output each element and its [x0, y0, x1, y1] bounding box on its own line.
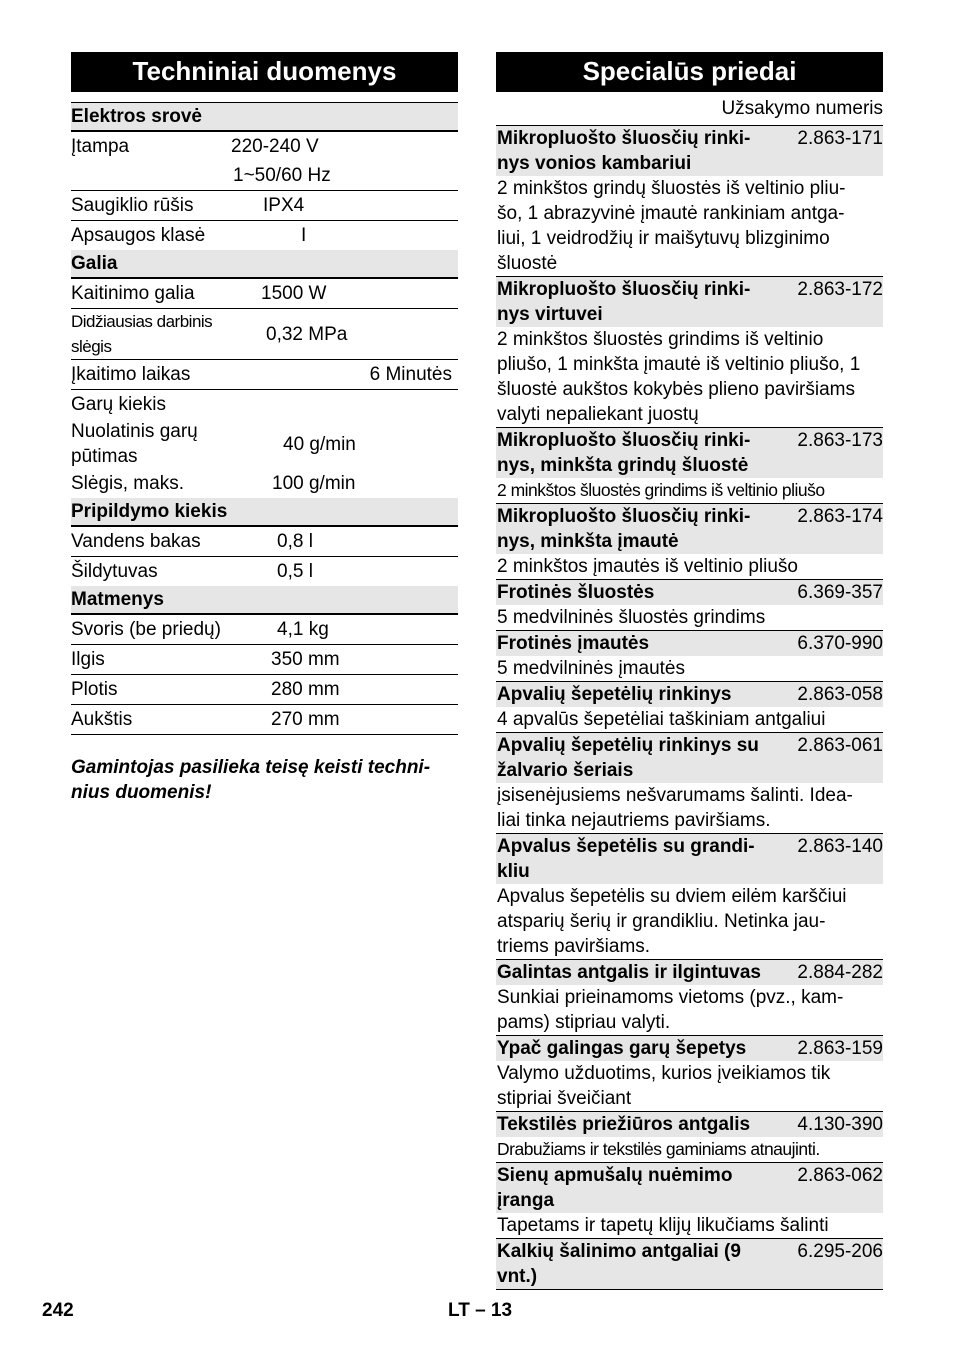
accessory-description: 5 medvilninės šluostės grindims	[497, 607, 766, 628]
accessories-table	[496, 125, 883, 1290]
spec-value: 0,5 l	[231, 557, 458, 587]
accessory-header-row	[496, 504, 883, 555]
accessory-description: Sunkiai prieinamoms vietoms (pvz., kam- pams) stipriau valyti.	[497, 987, 844, 1033]
accessory-description-row	[496, 985, 883, 1036]
spec-label: Nuolatinis garų pūtimas	[71, 421, 198, 467]
accessories-column	[496, 52, 883, 1290]
spec-label: Saugiklio rūšis	[71, 191, 231, 221]
spec-value: I	[231, 221, 458, 251]
manufacturer-notice: Gamintojas pasilieka teisę keisti techni- nius duomenis!	[71, 757, 431, 803]
accessory-description-row	[496, 554, 883, 580]
accessory-header-row	[496, 428, 883, 479]
spec-row	[71, 390, 458, 420]
accessory-description-row	[496, 1137, 883, 1163]
accessory-name: Mikropluošto šluosčių rinki- nys virtuvei	[496, 277, 787, 328]
spec-value: 270 mm	[231, 705, 458, 735]
spec-label: Apsaugos klasė	[71, 221, 231, 251]
language-page-label: LT – 13	[448, 1300, 513, 1321]
accessory-header-row	[496, 1112, 883, 1138]
accessory-header-row	[496, 960, 883, 986]
spec-value: 280 mm	[231, 675, 458, 705]
accessory-description-row	[496, 1061, 883, 1112]
spec-row	[71, 161, 458, 191]
spec-row	[71, 221, 458, 251]
accessory-order-number: 2.863-173	[787, 428, 883, 479]
accessory-order-number: 2.863-058	[787, 682, 883, 708]
accessory-order-number: 2.863-171	[787, 126, 883, 177]
accessory-name: Frotinės įmautės	[496, 631, 787, 657]
spec-section-row	[71, 250, 458, 278]
technical-data-column	[71, 52, 458, 805]
spec-row	[71, 557, 458, 587]
accessory-description: Drabužiams ir tekstilės gaminiams atnaujinti.	[497, 1139, 820, 1159]
accessory-order-number: 4.130-390	[787, 1112, 883, 1138]
spec-label: Svoris (be priedų)	[71, 619, 221, 640]
spec-value: 100 g/min	[272, 473, 356, 494]
accessory-name: Apvalus šepetėlis su grandi- kliu	[496, 834, 787, 885]
accessory-header-row	[496, 631, 883, 657]
spec-row	[71, 191, 458, 221]
spec-row	[71, 278, 458, 309]
accessory-header-row	[496, 834, 883, 885]
accessory-description: 2 minkštos šluostės grindims iš veltinio pliušo, 1 minkšta įmautė iš veltinio pliušo, 1 šluostė aukštos kokybės plieno paviršiams valyti nepaliekant juostų	[497, 329, 861, 425]
accessory-order-number: 6.295-206	[787, 1239, 883, 1290]
accessory-order-number: 6.370-990	[787, 631, 883, 657]
accessory-order-number: 2.863-062	[787, 1163, 883, 1214]
page-number: 242	[42, 1300, 74, 1321]
accessory-header-row	[496, 580, 883, 606]
spec-value: 220-240 V	[231, 136, 319, 157]
spec-section-label: Matmenys	[71, 586, 458, 614]
accessory-header-row	[496, 277, 883, 328]
accessory-description: 4 apvalūs šepetėliai taškiniam antgaliui	[497, 709, 826, 730]
accessory-order-number: 2.863-140	[787, 834, 883, 885]
accessory-header-row	[496, 1163, 883, 1214]
spec-row	[71, 705, 458, 735]
accessory-header-row	[496, 126, 883, 177]
spec-row	[71, 419, 458, 469]
spec-value: 1500 W	[261, 283, 327, 304]
accessory-name: Galintas antgalis ir ilgintuvas	[496, 960, 787, 986]
accessory-description-row	[496, 176, 883, 277]
spec-section-label: Galia	[71, 250, 458, 278]
spec-value: 0,32 MPa	[231, 309, 458, 360]
accessory-order-number: 2.863-174	[787, 504, 883, 555]
spec-value: IPX4	[231, 191, 458, 221]
spec-row	[71, 309, 458, 360]
accessory-header-row	[496, 733, 883, 784]
accessory-description: Apvalus šepetėlis su dviem eilėm karščiui atsparių šerių ir grandikliu. Netinka jau- triems paviršiams.	[497, 886, 847, 957]
accessory-order-number: 2.863-172	[787, 277, 883, 328]
accessory-name: Ypač galingas garų šepetys	[496, 1036, 787, 1062]
spec-label: Vandens bakas	[71, 531, 201, 552]
spec-label: Įtampa	[71, 136, 130, 157]
spec-label: Garų kiekis	[71, 390, 231, 420]
spec-label: Plotis	[71, 675, 231, 705]
accessory-description-row	[496, 327, 883, 428]
accessory-description-row	[496, 656, 883, 682]
technical-data-title: Techniniai duomenys	[71, 52, 458, 92]
spec-label: Slėgis, maks.	[71, 473, 184, 494]
accessory-description-row	[496, 605, 883, 631]
spec-value: 350 mm	[231, 645, 458, 675]
accessory-description-row	[496, 884, 883, 960]
accessory-description-row	[496, 707, 883, 733]
spec-value: 4,1 kg	[277, 619, 329, 640]
spec-label: Kaitinimo galia	[71, 283, 195, 304]
spec-row	[71, 675, 458, 705]
accessory-header-row	[496, 1239, 883, 1290]
accessory-description: 5 medvilninės įmautės	[497, 658, 685, 679]
accessory-description: 2 minkštos įmautės iš veltinio pliušo	[497, 556, 798, 577]
spec-section-row	[71, 103, 458, 132]
spec-value: 0,8 l	[277, 531, 313, 552]
spec-value: 1~50/60 Hz	[233, 165, 331, 186]
spec-label: Aukštis	[71, 705, 231, 735]
accessory-description: 2 minkštos šluostės grindims iš veltinio pliušo	[497, 480, 825, 500]
spec-label: Šildytuvas	[71, 557, 231, 587]
accessory-name: Apvalių šepetėlių rinkinys	[496, 682, 787, 708]
accessory-description: įsisenėjusiems nešvarumams šalinti. Idea- liai tinka nejautriems paviršiams.	[497, 785, 853, 831]
accessory-header-row	[496, 1036, 883, 1062]
accessory-description-row	[496, 1213, 883, 1239]
accessories-title: Specialūs priedai	[496, 52, 883, 92]
spec-row	[71, 131, 458, 161]
spec-row	[71, 526, 458, 557]
spec-row	[71, 645, 458, 675]
spec-value: 6 Minutės	[231, 360, 458, 390]
spec-row	[71, 360, 458, 390]
spec-section-row	[71, 498, 458, 526]
accessory-description: 2 minkštos grindų šluostės iš veltinio pliu- šo, 1 abrazyvinė įmautė rankiniam antga- liui, 1 veidrodžių ir maišytuvų blizginimo šluostė	[497, 178, 846, 274]
accessory-name: Mikropluošto šluosčių rinki- nys vonios kambariui	[496, 126, 787, 177]
accessory-name: Mikropluošto šluosčių rinki- nys, minkšta grindų šluostė	[496, 428, 787, 479]
accessory-name: Frotinės šluostės	[496, 580, 787, 606]
spec-value	[231, 390, 458, 420]
accessory-name: Sienų apmušalų nuėmimo įranga	[496, 1163, 787, 1214]
spec-value: 40 g/min	[283, 433, 356, 455]
spec-section-label: Elektros srovė	[71, 103, 458, 132]
accessory-header-row	[496, 682, 883, 708]
spec-label: Didžiausias darbinis slėgis	[71, 309, 231, 360]
accessory-description-row	[496, 478, 883, 504]
accessory-name: Apvalių šepetėlių rinkinys su žalvario šeriais	[496, 733, 787, 784]
spec-row	[71, 614, 458, 645]
accessory-order-number: 2.884-282	[787, 960, 883, 986]
accessory-order-number: 2.863-159	[787, 1036, 883, 1062]
accessory-name: Mikropluošto šluosčių rinki- nys, minkšta įmautė	[496, 504, 787, 555]
spec-section-label: Pripildymo kiekis	[71, 498, 458, 526]
accessory-description: Tapetams ir tapetų klijų likučiams šalinti	[497, 1215, 829, 1236]
technical-data-table	[71, 102, 458, 735]
accessory-name: Kalkių šalinimo antgaliai (9 vnt.)	[496, 1239, 787, 1290]
spec-row	[71, 469, 458, 498]
spec-label: Įkaitimo laikas	[71, 360, 231, 390]
accessory-order-number: 2.863-061	[787, 733, 883, 784]
spec-label: Ilgis	[71, 645, 231, 675]
accessory-description: Valymo užduotims, kurios įveikiamos tik stipriai šveičiant	[497, 1063, 831, 1109]
spec-section-row	[71, 586, 458, 614]
accessory-order-number: 6.369-357	[787, 580, 883, 606]
accessory-description-row	[496, 783, 883, 834]
accessory-name: Tekstilės priežiūros antgalis	[496, 1112, 787, 1138]
spec-label	[71, 161, 231, 191]
order-number-header: Užsakymo numeris	[721, 98, 883, 119]
